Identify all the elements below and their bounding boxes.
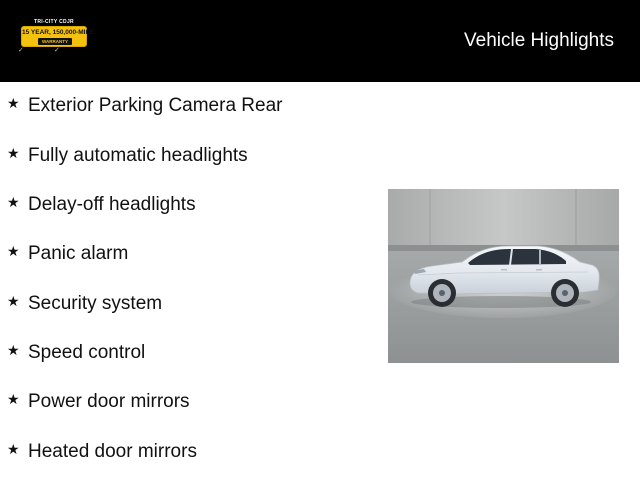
badge-warranty-label: WARRANTY <box>38 38 72 45</box>
feature-label: Fully automatic headlights <box>28 145 248 166</box>
badge-warranty-term: 15 YEAR, 150,000-MILE <box>22 29 94 36</box>
feature-label: Security system <box>28 293 163 314</box>
star-icon: ★ <box>7 343 20 359</box>
star-icon: ★ <box>7 146 20 162</box>
header-bar <box>0 0 640 82</box>
backdrop-wall <box>388 189 619 251</box>
badge-plate <box>21 26 94 47</box>
badge-dealer-name: TRI-CITY CDJR <box>34 19 74 25</box>
star-icon: ★ <box>7 195 20 211</box>
feature-label: Power door mirrors <box>28 391 190 412</box>
sedan-image <box>388 189 619 363</box>
feature-label: Exterior Parking Camera Rear <box>28 95 283 116</box>
vehicle-photo[interactable] <box>388 189 619 363</box>
star-icon: ★ <box>7 244 20 260</box>
star-icon: ★ <box>7 442 20 458</box>
check-icon: ✓ <box>18 47 24 54</box>
star-icon: ★ <box>7 96 20 112</box>
feature-label: Delay-off headlights <box>28 194 196 215</box>
star-icon: ★ <box>7 392 20 408</box>
star-icon: ★ <box>7 294 20 310</box>
feature-label: Panic alarm <box>28 243 129 264</box>
warranty-badge-logo[interactable] <box>20 19 94 49</box>
feature-label: Heated door mirrors <box>28 441 197 462</box>
feature-label: Speed control <box>28 342 146 363</box>
check-icon: ✓ <box>54 47 60 54</box>
page-title: Vehicle Highlights <box>464 30 614 51</box>
